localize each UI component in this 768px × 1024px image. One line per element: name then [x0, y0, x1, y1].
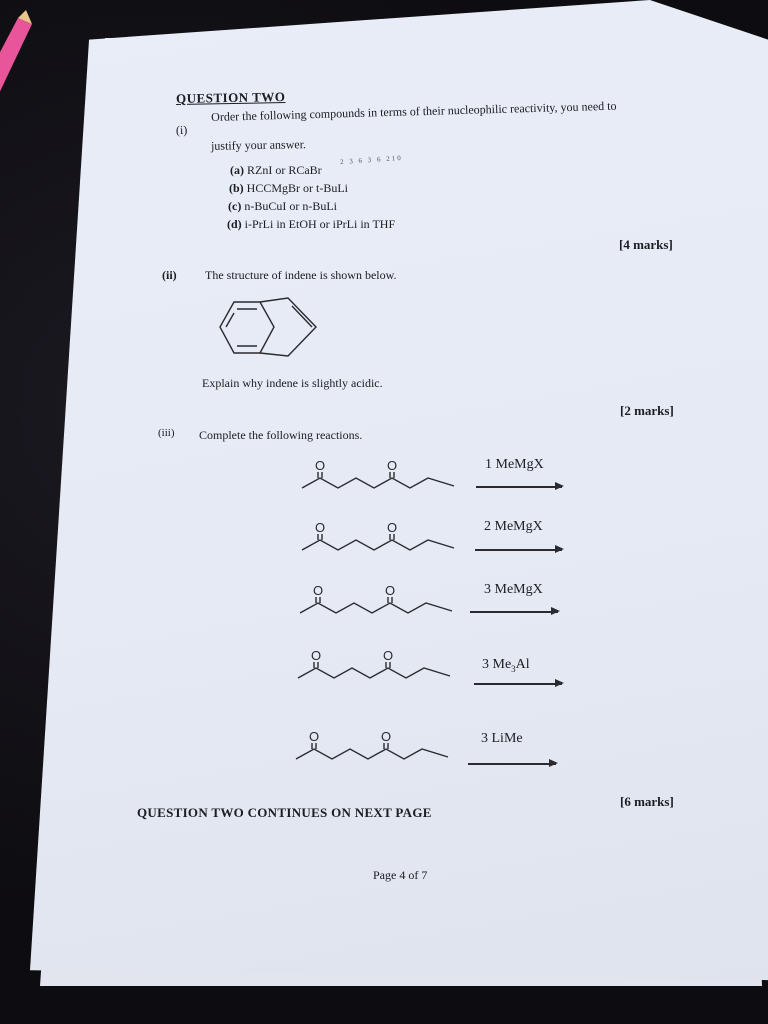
oxygen-label: O — [314, 520, 326, 535]
indene-structure — [204, 296, 324, 366]
reaction-arrow — [470, 611, 558, 613]
part-ii-number: (ii) — [162, 268, 177, 282]
reaction-arrow — [475, 549, 562, 551]
part-iii-number: (iii) — [158, 427, 175, 439]
oxygen-label: O — [310, 648, 322, 663]
item-text: i-PrLi in EtOH or iPrLi in THF — [244, 217, 396, 231]
oxygen-label: O — [308, 729, 320, 744]
diketone-molecule — [296, 729, 456, 773]
reaction-arrow — [476, 486, 562, 488]
part-i-item-d — [227, 217, 395, 232]
reaction-arrow — [474, 683, 562, 685]
oxygen-label: O — [382, 648, 394, 663]
oxygen-label: O — [384, 583, 396, 598]
oxygen-label: O — [312, 583, 324, 598]
item-text: HCCMgBr or t-BuLi — [246, 181, 349, 195]
page-number: Page 4 of 7 — [373, 868, 428, 882]
carbon-chain — [298, 668, 450, 678]
pencil — [0, 10, 50, 100]
part-i-number: (i) — [175, 122, 188, 138]
diketone-molecule — [302, 458, 462, 502]
carbon-chain — [296, 749, 448, 759]
part-i-prompt-line2: justify your answer. — [210, 137, 307, 153]
part-iii-marks: [6 marks] — [620, 794, 674, 809]
reagent-label: 3 LiMe — [481, 731, 523, 746]
diketone-molecule — [298, 648, 458, 692]
part-ii-question: Explain why indene is slightly acidic. — [202, 376, 383, 390]
reagent-label: 3 MeMgX — [484, 582, 543, 597]
oxygen-label: O — [386, 458, 398, 473]
diketone-molecule — [302, 520, 462, 564]
item-text: n-BuCuI or n-BuLi — [244, 199, 337, 213]
reagent-label: 1 MeMgX — [485, 457, 544, 472]
diketone-molecule — [300, 583, 460, 627]
part-iii-prompt: Complete the following reactions. — [199, 428, 363, 442]
item-label: (a) — [230, 163, 244, 177]
question-heading: QUESTION TWO — [175, 89, 286, 106]
item-label: (c) — [228, 199, 242, 213]
part-i-item-a — [230, 163, 322, 178]
reaction-arrow — [468, 763, 556, 765]
oxygen-label: O — [386, 520, 398, 535]
carbon-chain — [300, 603, 452, 613]
carbon-chain — [302, 478, 454, 488]
oxygen-label: O — [380, 729, 392, 744]
part-ii-marks: [2 marks] — [620, 403, 674, 418]
pencil-scribble: 2 3 6 3 6 210 — [339, 153, 403, 167]
part-i-prompt-line1: Order the following compounds in terms of their nucleophilic reactivity, you need to — [211, 98, 617, 124]
oxygen-label: O — [314, 458, 326, 473]
item-label: (d) — [227, 217, 242, 231]
reagent-label: 2 MeMgX — [484, 519, 543, 534]
part-i-item-b — [229, 181, 348, 196]
carbon-chain — [302, 540, 454, 550]
reagent-label: 3 $Me_3Al$ — [482, 657, 530, 674]
item-text: RZnI or RCaBr — [247, 163, 322, 177]
part-ii-prompt: The structure of indene is shown below. — [205, 268, 397, 282]
continues-notice: QUESTION TWO CONTINUES ON NEXT PAGE — [137, 805, 432, 820]
item-label: (b) — [229, 181, 244, 195]
part-i-item-c — [228, 199, 337, 214]
part-i-marks: [4 marks] — [619, 237, 673, 252]
